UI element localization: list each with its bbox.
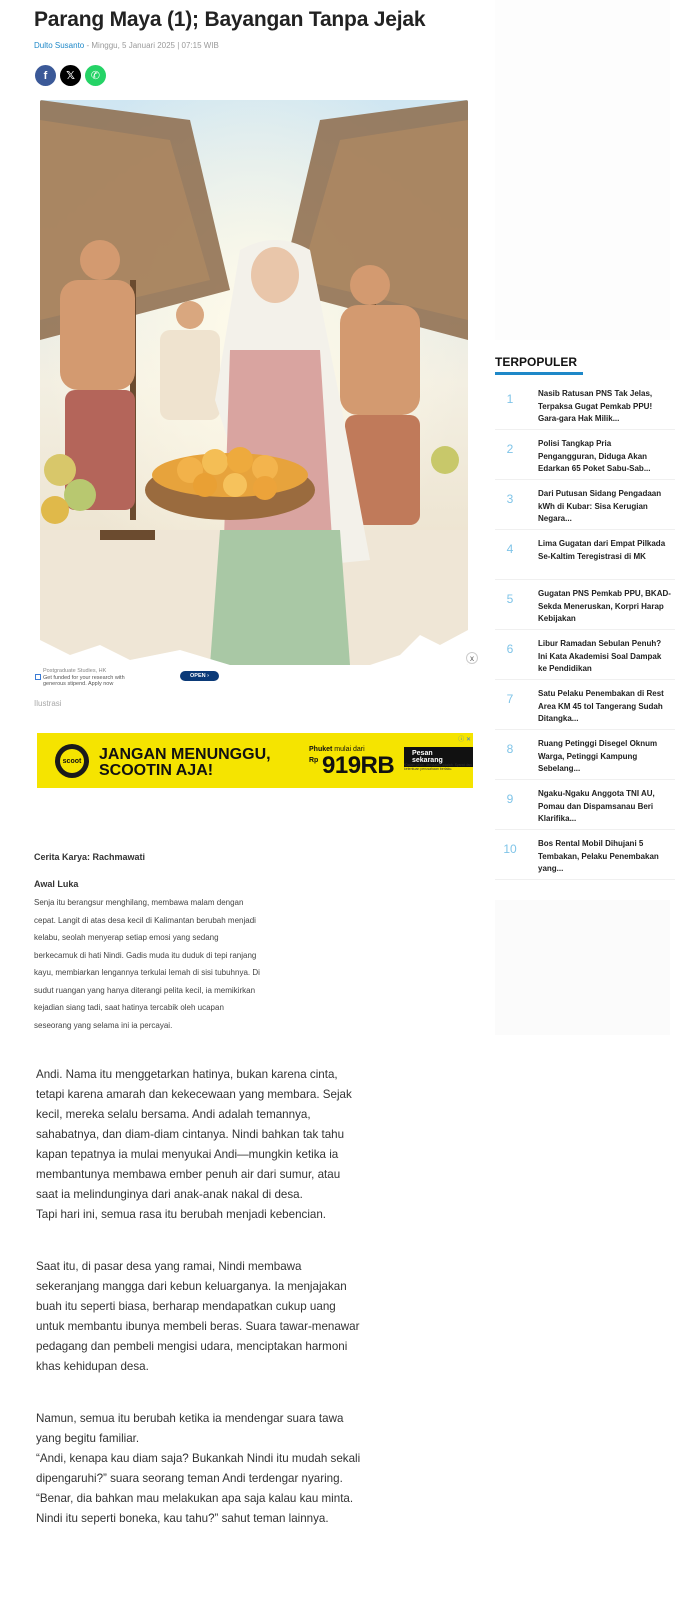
popular-item[interactable] — [495, 580, 675, 630]
text-line: Nindi itu seperti boneka, kau tahu?” sahut teman lainnya. — [36, 1512, 329, 1525]
popular-item-rank: 9 — [506, 792, 514, 806]
popular-item[interactable] — [495, 780, 675, 830]
popular-item-title[interactable]: Ngaku-Ngaku Anggota TNI AU, Pomau dan Dispamsanau Beri Klarifika... — [538, 789, 655, 823]
text-line: tetapi karena amarah dan kekecewaan yang membara. Sejak — [36, 1088, 352, 1101]
small-advertisement[interactable] — [35, 668, 225, 692]
intro-paragraph — [34, 894, 334, 1034]
text-line: kayu, membiarkan lengannya terkulai lemah di sisi tubuhnya. Di — [34, 968, 260, 977]
author-link[interactable]: Dulto Susanto — [34, 41, 85, 50]
popular-item[interactable] — [495, 380, 675, 430]
banner-destination: Phuket mulai dari — [309, 746, 365, 753]
banner-headline: JANGAN MENUNGGU, SCOOTIN AJA! — [99, 746, 271, 779]
ad-advertiser: Postgraduate Studies, HK — [43, 668, 107, 674]
popular-item-rank: 10 — [503, 842, 517, 856]
story-credit: Cerita Karya: Rachmawati — [34, 852, 146, 862]
text-line: cepat. Langit di atas desa kecil di Kalimantan berubah menjadi — [34, 915, 256, 925]
x-icon: 𝕏 — [66, 70, 75, 82]
publish-date: - Minggu, 5 Januari 2025 | 07:15 WIB — [84, 41, 219, 50]
text-line: untuk membantu ibunya membeli beras. Suara tawar-menawar — [36, 1320, 360, 1333]
article-title: Parang Maya (1); Bayangan Tanpa Jejak — [34, 8, 426, 31]
popular-item-rank: 3 — [506, 492, 514, 506]
text-line: “Andi, kenapa kau diam saja? Bukankah Nindi itu mudah sekali — [36, 1452, 361, 1465]
paragraph-1 — [36, 1065, 421, 1225]
popular-item-rank: 2 — [506, 442, 514, 456]
popular-item-title[interactable]: Gugatan PNS Pemkab PPU, BKAD-Sekda Meneruskan, Korpri Harap Kebijakan — [538, 589, 671, 623]
text-line: buah itu seperti biasa, berharap mendapatkan cukup uang — [36, 1300, 336, 1313]
paragraph-3 — [36, 1409, 421, 1529]
banner-cta-button[interactable]: Pesan sekarang — [404, 747, 473, 767]
popular-item-rank: 8 — [506, 742, 514, 756]
popular-item-rank: 5 — [506, 592, 514, 606]
text-line: khas kehidupan desa. — [36, 1360, 149, 1373]
text-line: kelabu, seolah menyerap setiap emosi yang sedang — [34, 933, 219, 942]
ad-close-button[interactable]: x — [466, 652, 478, 664]
whatsapp-icon: ✆ — [90, 70, 101, 82]
text-line: Andi. Nama itu menggetarkan hatinya, bukan karena cinta, — [36, 1068, 338, 1081]
ad-open-button[interactable]: OPEN › — [180, 671, 219, 681]
text-line: pedagang dan pembeli mengisi udara, menciptakan harmoni — [36, 1340, 348, 1353]
popular-item-title[interactable]: Libur Ramadan Sebulan Penuh? Ini Kata Akademisi Soal Dampak ke Pendidikan — [538, 639, 662, 673]
popular-item-rank: 1 — [506, 392, 514, 406]
sidebar-ad-placeholder-top — [495, 0, 670, 340]
text-line: sahabatnya, dan diam-diam cintanya. Nindi bahkan tak tahu — [36, 1128, 345, 1141]
text-line: yang begitu familiar. — [36, 1432, 140, 1445]
scoot-banner-ad[interactable] — [37, 733, 473, 788]
text-line: kecil, mereka selalu bersama. Andi adalah temannya, — [36, 1108, 311, 1121]
popular-item-title[interactable]: Lima Gugatan dari Empat Pilkada Se-Kaltim Teregistrasi di MK — [538, 539, 666, 561]
scoot-logo: scoot — [55, 744, 89, 778]
popular-item-rank: 4 — [506, 542, 514, 556]
x-share-button[interactable] — [60, 65, 81, 86]
text-line: “Benar, dia bahkan mau melakukan apa saja kalau kau minta. — [36, 1492, 354, 1505]
chapter-title: Awal Luka — [34, 879, 79, 889]
popular-item-title[interactable]: Ruang Petinggi Disegel Oknum Warga, Petinggi Kampung Sebelang... — [538, 739, 658, 773]
share-buttons — [35, 65, 106, 86]
popular-item-title[interactable]: Nasib Ratusan PNS Tak Jelas, Terpaksa Gugat Pemkab PPU! Gara-gara Hak Milik... — [538, 389, 653, 423]
text-line: kapan tepatnya ia mulai menyukai Andi—mungkin ketika ia — [36, 1148, 339, 1161]
text-line: membantunya membawa ember penuh air dari sumur, atau — [36, 1168, 341, 1181]
text-line: Senja itu berangsur menghilang, membawa malam dengan — [34, 898, 244, 907]
facebook-icon: f — [43, 69, 48, 82]
popular-item[interactable] — [495, 480, 675, 530]
ad-choices-icon[interactable] — [35, 674, 41, 680]
popular-heading: TERPOPULER — [495, 355, 578, 369]
text-line: Saat itu, di pasar desa yang ramai, Nindi membawa — [36, 1260, 302, 1273]
banner-fine-print: *Dalam jalan. Jemaatan adalah. Syarat dan ketentuan perusahaan berlaku. — [404, 763, 472, 771]
text-line: berkecamuk di hati Nindi. Gadis muda itu duduk di tepi ranjang — [34, 950, 257, 960]
whatsapp-share-button[interactable] — [85, 65, 106, 86]
popular-item[interactable] — [495, 680, 675, 730]
article-byline — [34, 41, 219, 50]
popular-item-title[interactable]: Polisi Tangkap Pria Pengangguran, Diduga Akan Edarkan 65 Poket Sabu-Sab... — [538, 439, 651, 473]
popular-heading-underline — [495, 372, 583, 375]
paragraph-2 — [36, 1257, 421, 1377]
article-illustration — [40, 100, 468, 665]
ad-text-line2: generous stipend. Apply now — [43, 681, 114, 687]
image-caption: Ilustrasi — [34, 699, 62, 708]
text-line: Tapi hari ini, semua rasa itu berubah menjadi kebencian. — [36, 1208, 327, 1221]
popular-item-title[interactable]: Dari Putusan Sidang Pengadaan kWh di Kubar: Sisa Kerugian Negara... — [538, 489, 662, 523]
popular-item-rank: 6 — [506, 642, 514, 656]
ad-info-icon[interactable]: ⓘ ✕ — [458, 737, 471, 743]
sidebar-ad-placeholder-bottom — [495, 900, 670, 1035]
text-line: sudut ruangan yang hanya diterangi pelita kecil, ia memikirkan — [34, 985, 256, 995]
banner-price: 919RB — [322, 752, 395, 779]
popular-item-title[interactable]: Satu Pelaku Penembakan di Rest Area KM 45 tol Tangerang Sudah Ditangka... — [538, 689, 664, 723]
popular-list — [495, 380, 675, 880]
text-line: dipengaruhi?” suara seorang teman Andi terdengar nyaring. — [36, 1472, 343, 1485]
popular-item[interactable] — [495, 530, 675, 580]
popular-item[interactable] — [495, 430, 675, 480]
ad-text-line1: Get funded for your research with — [43, 675, 125, 681]
text-line: kejadian siang tadi, saat hatinya tercabik oleh ucapan — [34, 1003, 224, 1012]
text-line: saat ia melindunginya dari anak-anak nakal di desa. — [36, 1188, 303, 1201]
popular-item[interactable] — [495, 730, 675, 780]
popular-item[interactable] — [495, 830, 675, 880]
popular-item[interactable] — [495, 630, 675, 680]
banner-currency: Rp — [309, 757, 319, 764]
text-line: sekeranjang mangga dari kebun keluarganya. Ia menjajakan — [36, 1280, 347, 1293]
text-line: Namun, semua itu berubah ketika ia mendengar suara tawa — [36, 1412, 344, 1425]
popular-item-rank: 7 — [506, 692, 514, 706]
popular-item-title[interactable]: Bos Rental Mobil Dihujani 5 Tembakan, Pelaku Penembakan yang... — [538, 839, 659, 873]
text-line: seseorang yang selama ini ia percayai. — [34, 1020, 173, 1030]
facebook-share-button[interactable] — [35, 65, 56, 86]
